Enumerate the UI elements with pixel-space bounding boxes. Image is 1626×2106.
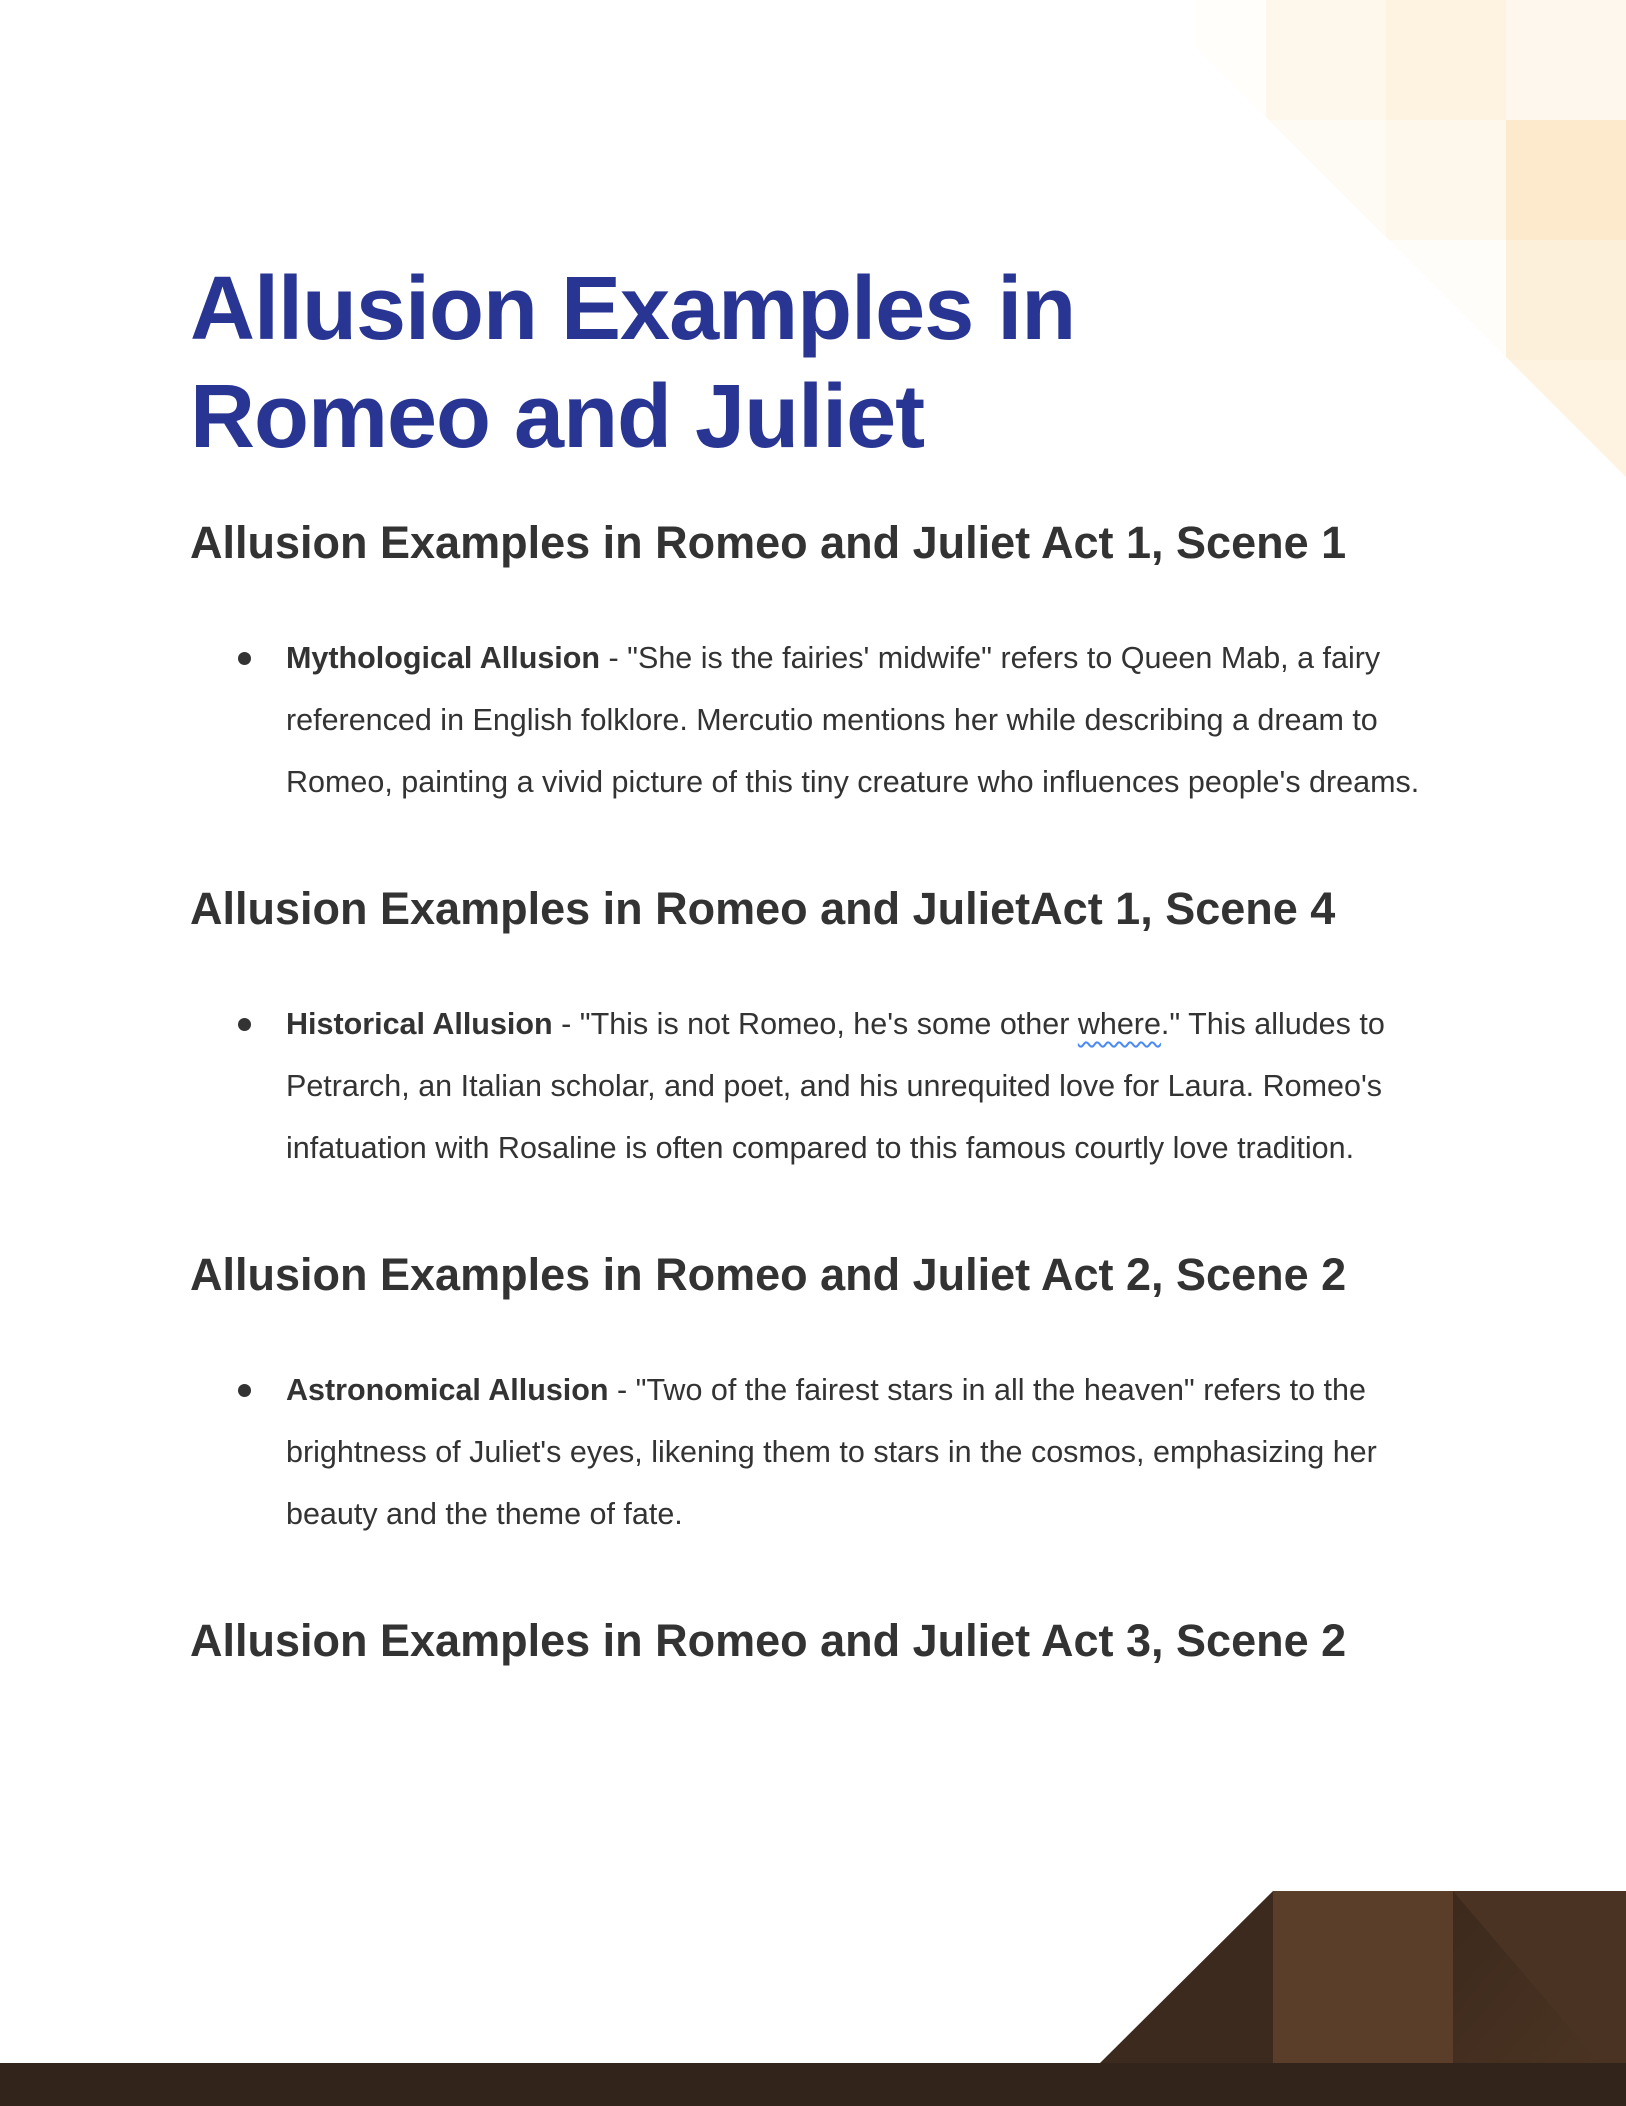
section-act1-scene1 [190, 515, 1450, 813]
list-item [286, 993, 1450, 1179]
page-title [190, 255, 1450, 471]
separator: - [552, 1007, 580, 1041]
list-item [286, 627, 1450, 813]
bottom-footer-decoration [0, 1890, 1626, 2106]
list-item [286, 1359, 1450, 1545]
section-heading: Allusion Examples in Romeo and Juliet Act 3, Scene 2 [190, 1615, 1347, 1666]
allusion-term: Mythological Allusion [286, 641, 601, 675]
section-heading: Allusion Examples in Romeo and JulietAct 1, Scene 4 [190, 883, 1336, 934]
section-act2-scene2 [190, 1247, 1450, 1545]
allusion-term: Historical Allusion [286, 1007, 553, 1041]
section-act1-scene4 [190, 881, 1450, 1179]
allusion-description-end: ." This alludes to Petrarch, an Italian scholar, and poet, and his unrequited love for Laura. Romeo's infatuation with Rosaline is often compared to this famous courtly love tradition. [286, 1007, 1385, 1165]
bullet-icon [238, 1384, 251, 1397]
allusion-list [190, 1359, 1450, 1545]
allusion-description-start: "This is not Romeo, he's some other [579, 1007, 1078, 1041]
allusion-list [190, 993, 1450, 1179]
allusion-description: "Two of the fairest stars in all the heaven" refers to the brightness of Juliet's eyes, likening them to stars in the cosmos, emphasizing her beauty and the theme of fate. [286, 1373, 1377, 1531]
spellcheck-flagged-word[interactable]: where [1077, 1007, 1161, 1041]
allusion-list [190, 627, 1450, 813]
section-act3-scene2 [190, 1613, 1450, 1669]
allusion-term: Astronomical Allusion [286, 1373, 609, 1407]
page-title-line-1: Allusion Examples in [190, 259, 1076, 359]
page-title-line-2: Romeo and Juliet [190, 367, 925, 467]
section-heading: Allusion Examples in Romeo and Juliet Act 2, Scene 2 [190, 1249, 1347, 1300]
bullet-icon [238, 1018, 251, 1031]
document-body [190, 255, 1450, 1669]
allusion-description: "She is the fairies' midwife" refers to Queen Mab, a fairy referenced in English folklore. Mercutio mentions her while describing a dream to Romeo, painting a vivid picture of this tiny creature who influences people's dreams. [286, 641, 1420, 799]
section-heading: Allusion Examples in Romeo and Juliet Act 1, Scene 1 [190, 517, 1347, 568]
separator: - [608, 1373, 636, 1407]
bullet-icon [238, 652, 251, 665]
separator: - [600, 641, 628, 675]
